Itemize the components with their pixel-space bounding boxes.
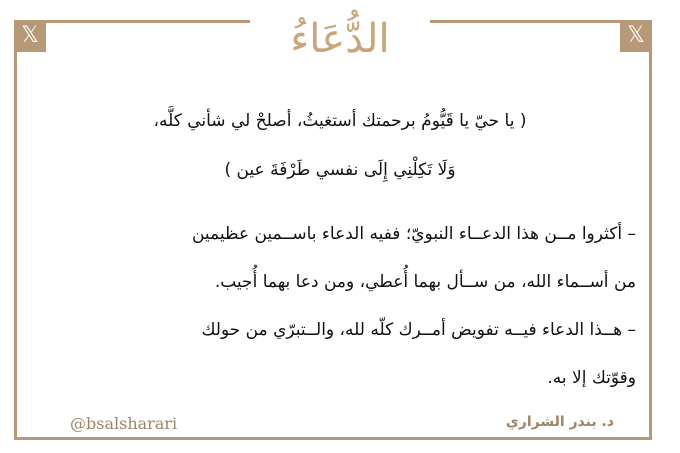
body-line-4: وقوّتك إلا به. <box>547 368 636 388</box>
body-line-3: – هــذا الدعاء فيــه تفويض أمــرك كلّه لله، والــتبرّي من حولك <box>201 320 636 340</box>
author-name: د. بندر الشراري <box>496 414 624 430</box>
dua-line-1: ( يا حيّ يا قَيُّومُ برحمتك أستغيثُ، أصلحْ لي شأني كلَّه، <box>153 111 527 131</box>
page-title: الدُّعَاءُ <box>290 16 390 62</box>
author-handle: @bsalsharari <box>60 414 187 433</box>
body-line-1: – أكثروا مــن هذا الدعــاء النبويّ؛ ففيه الدعاء باســمين عظيمين <box>191 224 636 244</box>
body-line-2: من أســماء الله، من ســأل بهما أُعطي، ومن دعا بهما أُجيب. <box>214 272 636 292</box>
dua-line-2: وَلَا تَكِلْنِي إِلَى نفسي طَرْفَةَ عين ) <box>224 160 456 180</box>
x-logo-icon: 𝕏 <box>620 20 652 52</box>
x-logo-icon: 𝕏 <box>14 20 46 52</box>
title-block <box>250 4 430 74</box>
